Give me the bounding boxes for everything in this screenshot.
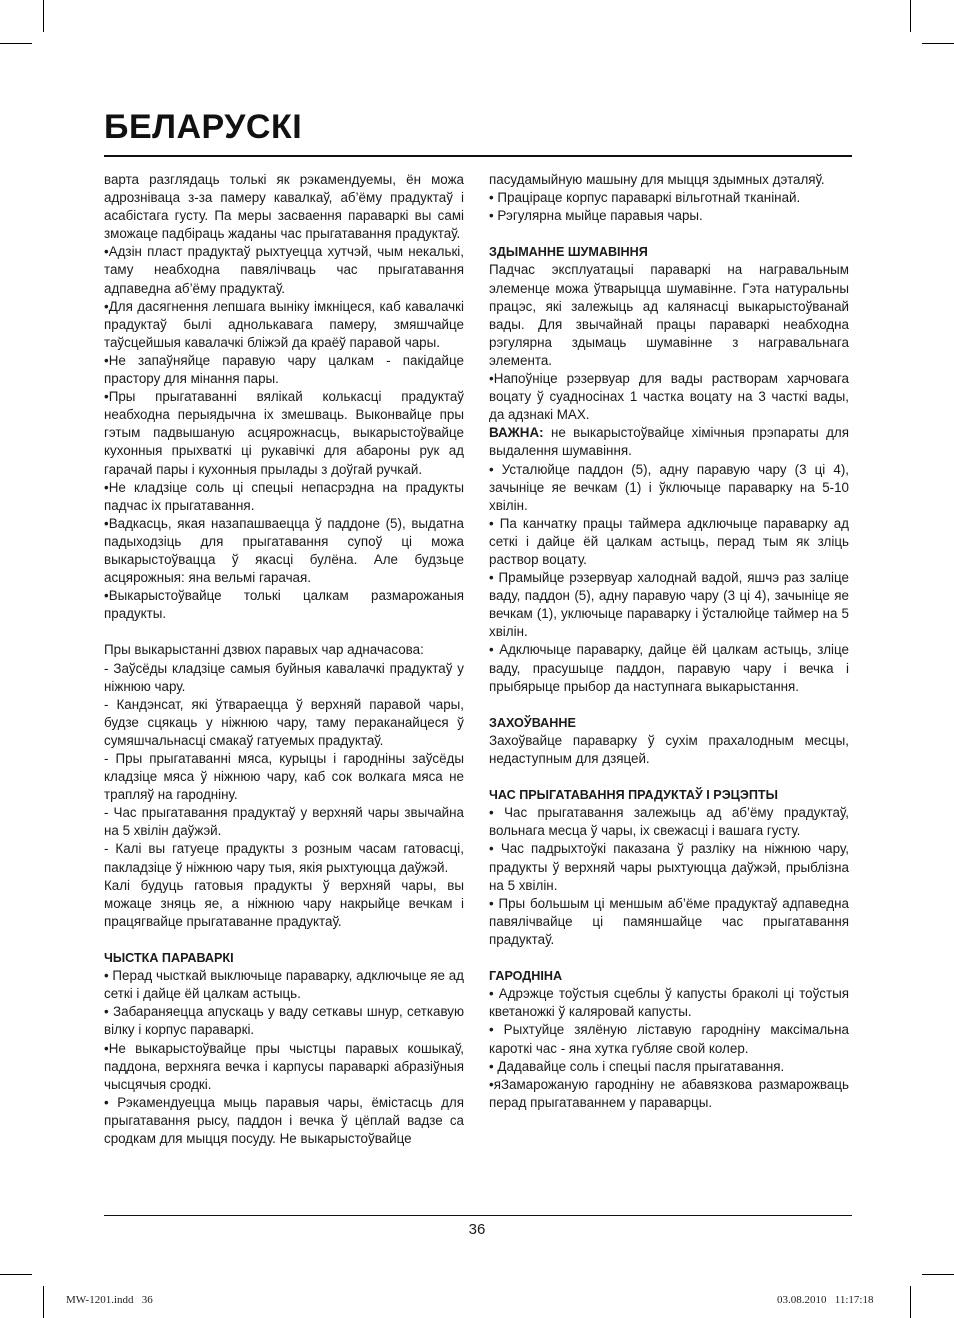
- paragraph: •Пры прыгатаванні вялікай колькасці прадуктаў неабходна перыядычна іх змешваць. Выконвайце пры гэтым падвышаную асцярожнасць, выкарыстоўвайце кухонныя прыхваткі ці рукавічкі для абароны рук ад гарачай пары і кухонныя прылады з доўгай ручкай.: [104, 389, 464, 477]
- section-heading: ЧАС ПРЫГАТАВАННЯ ПРАДУКТАЎ І РЭЦЭПТЫ: [489, 788, 778, 803]
- paragraph: • Пры большым ці меншым аб’ёме прадуктаў адпаведна павялічвайце ці памяншайце час прыгатавання прадуктаў.: [489, 895, 849, 947]
- paragraph: Падчас эксплуатацыі параваркі на награвальным элеменце можа ўтварыцца шумавінне. Гэта натуральны працэс, які залежыць ад калянасці выкарыстоўванай вады. Для звычайнай працы параваркі неабходна рэгулярна здымаць шумавінне з награвальнага элемента.: [489, 262, 849, 368]
- crop-mark: [43, 0, 44, 32]
- paragraph: • Рыхтуйце зялёную ліставую гародніну максімальна кароткі час - яна хутка губляе свой колер.: [489, 1022, 849, 1056]
- paragraph: - Пры прыгатаванні мяса, курыцы і гародніны заўсёды кладзіце мяса ў ніжнюю чару, каб сок волкага мяса не трапляў на гародніну.: [104, 751, 464, 803]
- paragraph: • Час падрыхтоўкі паказана ў разліку на ніжнюю чару, прадукты ў верхняй чары рыхтуюцца даўжэй, прыблізна на 5 хвілін.: [489, 841, 849, 893]
- section-heading: ГАРОДНІНА: [489, 969, 563, 984]
- paragraph-spacer: [489, 949, 849, 967]
- page-number: 36: [468, 1221, 486, 1238]
- paragraph: •Выкарыстоўвайце толькі цалкам размарожаныя прадукты.: [104, 588, 464, 622]
- paragraph-spacer: [489, 225, 849, 243]
- bold-label: ВАЖНА:: [489, 425, 544, 441]
- crop-mark: [910, 1286, 911, 1318]
- footer-timestamp: 03.08.2010 11:17:18: [777, 1294, 874, 1306]
- paragraph: - Заўсёды кладзіце самыя буйныя кавалачкі прадуктаў у ніжнюю чару.: [104, 660, 464, 694]
- paragraph-spacer: [489, 696, 849, 714]
- paragraph: • Адключыце параварку, дайце ёй цалкам астыць, зліце ваду, прасушыце паддон, паравую чару і вечка і прыбярыце прыбор да наступнага выкарыстання.: [489, 642, 849, 694]
- paragraph: •Напоўніце рэзервуар для вады растворам харчовага воцату ў суадносінах 1 частка воцату на 3 часткі вады, да адзнакі MAX.: [489, 371, 849, 423]
- section-heading: ЗДЫМАННЕ ШУМАВІННЯ: [489, 245, 648, 260]
- paragraph: • Перад чысткай выключыце параварку, адключыце яе ад сеткі і дайце ёй цалкам астыць.: [104, 968, 464, 1002]
- section-heading: ЧЫСТКА ПАРАВАРКІ: [104, 951, 234, 966]
- paragraph: •яЗамарожаную гародніну не абавязкова размарожваць перад прыгатаваннем у параварцы.: [489, 1076, 849, 1110]
- paragraph: •Для дасягнення лепшага выніку імкніцеся, каб кавалачкі прадуктаў былі аднолькавага памеру, змяшчайце таўсцейшыя кавалачкі бліжэй да краёў паравой чары.: [104, 298, 464, 350]
- paragraph: • Адрэжце тоўстыя сцеблы ў капусты браколі ці тоўстыя кветаножкі ў каляровай капусты.: [489, 986, 849, 1020]
- paragraph: •Вадкасць, якая назапашваецца ў паддоне (5), выдатна падыходзіць для прыгатавання супоў ці можа выкарыстоўвацца ў якасці булёна. Але будзьце асцярожныя: яна вельмі гарачая.: [104, 515, 464, 586]
- paragraph: • Па канчатку працы таймера адключыце параварку ад сеткі і дайце ёй цалкам астыць, перад тым як зліць раствор воцату.: [489, 515, 849, 567]
- paragraph-spacer: [104, 623, 464, 641]
- crop-mark: [910, 0, 911, 32]
- right-column: [489, 171, 849, 1112]
- footer-file-info: MW-1201.indd 36: [66, 1294, 153, 1306]
- footer-divider: [104, 1215, 852, 1216]
- paragraph: •Не выкарыстоўвайце пры чыстцы паравых кошыкаў, паддона, верхняга вечка і карпусы параваркі абразіўныя чысцячыя сродкі.: [104, 1040, 464, 1092]
- page-title: БЕЛАРУСКІ: [104, 108, 303, 146]
- left-column: [104, 171, 464, 1148]
- paragraph: • Рэкамендуецца мыць паравыя чары, ёмістасць для прыгатавання рысу, паддон і вечка ў цёплай вадзе са сродкам для мыцця посуду. Не выкарыстоўвайце: [104, 1094, 464, 1146]
- crop-mark: [0, 1274, 32, 1275]
- paragraph: • Праціраце корпус параваркі вільготнай тканінай.: [489, 190, 801, 206]
- crop-mark: [0, 43, 32, 44]
- paragraph: • Рэгулярна мыйце паравыя чары.: [489, 208, 703, 224]
- paragraph: - Кандэнсат, які ўтвараецца ў верхняй паравой чары, будзе сцякаць у ніжнюю чару, таму пераканайцеся ў сумяшчальнасці смакаў гатуемых прадуктаў.: [104, 696, 464, 748]
- paragraph: - Час прыгатавання прадуктаў у верхняй чары звычайна на 5 хвілін даўжэй.: [104, 805, 464, 839]
- crop-mark: [922, 43, 954, 44]
- paragraph: •Адзін пласт прадуктаў рыхтуецца хутчэй, чым некалькі, таму неабходна павялічваць час прыгатавання адпаведна аб’ёму прадуктаў.: [104, 244, 464, 296]
- crop-mark: [43, 1286, 44, 1318]
- paragraph: - Калі вы гатуеце прадукты з розным часам гатовасці, пакладзіце ў ніжнюю чару тыя, якія рыхтуюцца даўжэй.: [104, 841, 464, 875]
- paragraph-text: не выкарыстоўвайце хімічныя прэпараты для выдалення шумавіння.: [489, 425, 849, 459]
- paragraph: • Забараняецца апускаць у ваду сеткавы шнур, сеткавую вілку і корпус параваркі.: [104, 1004, 464, 1038]
- paragraph: Калі будуць гатовыя прадукты ў верхняй чары, вы можаце зняць яе, а ніжнюю чару накрыйце вечкам і працягвайце прыгатаванне прадуктаў.: [104, 877, 464, 929]
- paragraph: пасудамыйную машыну для мыцця здымных дэталяў.: [489, 172, 825, 187]
- paragraph: • Усталюйце паддон (5), адну паравую чару (3 ці 4), зачыніце яе вечкам (1) і ўключыце параварку на 5-10 хвілін.: [489, 461, 849, 513]
- paragraph: Захоўвайце параварку ў сухім прахалодным месцы, недаступным для дзяцей.: [489, 732, 849, 766]
- crop-mark: [922, 1274, 954, 1275]
- paragraph: • Дадавайце соль і спецыі пасля прыгатавання.: [489, 1058, 785, 1074]
- paragraph: [489, 424, 849, 460]
- paragraph: •Не запаўняйце паравую чару цалкам - пакідайце прастору для мінання пары.: [104, 352, 464, 387]
- paragraph-spacer: [489, 768, 849, 786]
- paragraph: варта разглядаць толькі як рэкамендуемы, ён можа адрозніваца з-за памеру кавалкаў, аб’ёму прадуктаў і асабістага густу. Па меры засваення параваркі вы самі зможаце падбіраць жаданы час прыгатавання прадуктаў.: [104, 172, 464, 242]
- paragraph: •Не кладзіце соль ці спецыі непасрэдна на прадукты падчас іх прыгатавання.: [104, 479, 464, 513]
- section-heading: ЗАХОЎВАННЕ: [489, 715, 576, 730]
- paragraph: Пры выкарыстанні дзвюх паравых чар адначасова:: [104, 642, 424, 658]
- paragraph-spacer: [104, 931, 464, 949]
- paragraph: • Час прыгатавання залежыць ад аб’ёму прадуктаў, вольнага месца ў чары, іх свежасці і вашага густу.: [489, 805, 849, 839]
- paragraph: • Прамыйце рэзервуар халоднай вадой, яшчэ раз заліце ваду, паддон (5), адну паравую чару (3 ці 4), зачыніце яе вечкам (1), уключыце параварку і ўсталюйце таймер на 5 хвілін.: [489, 570, 849, 640]
- header-divider: [104, 155, 852, 157]
